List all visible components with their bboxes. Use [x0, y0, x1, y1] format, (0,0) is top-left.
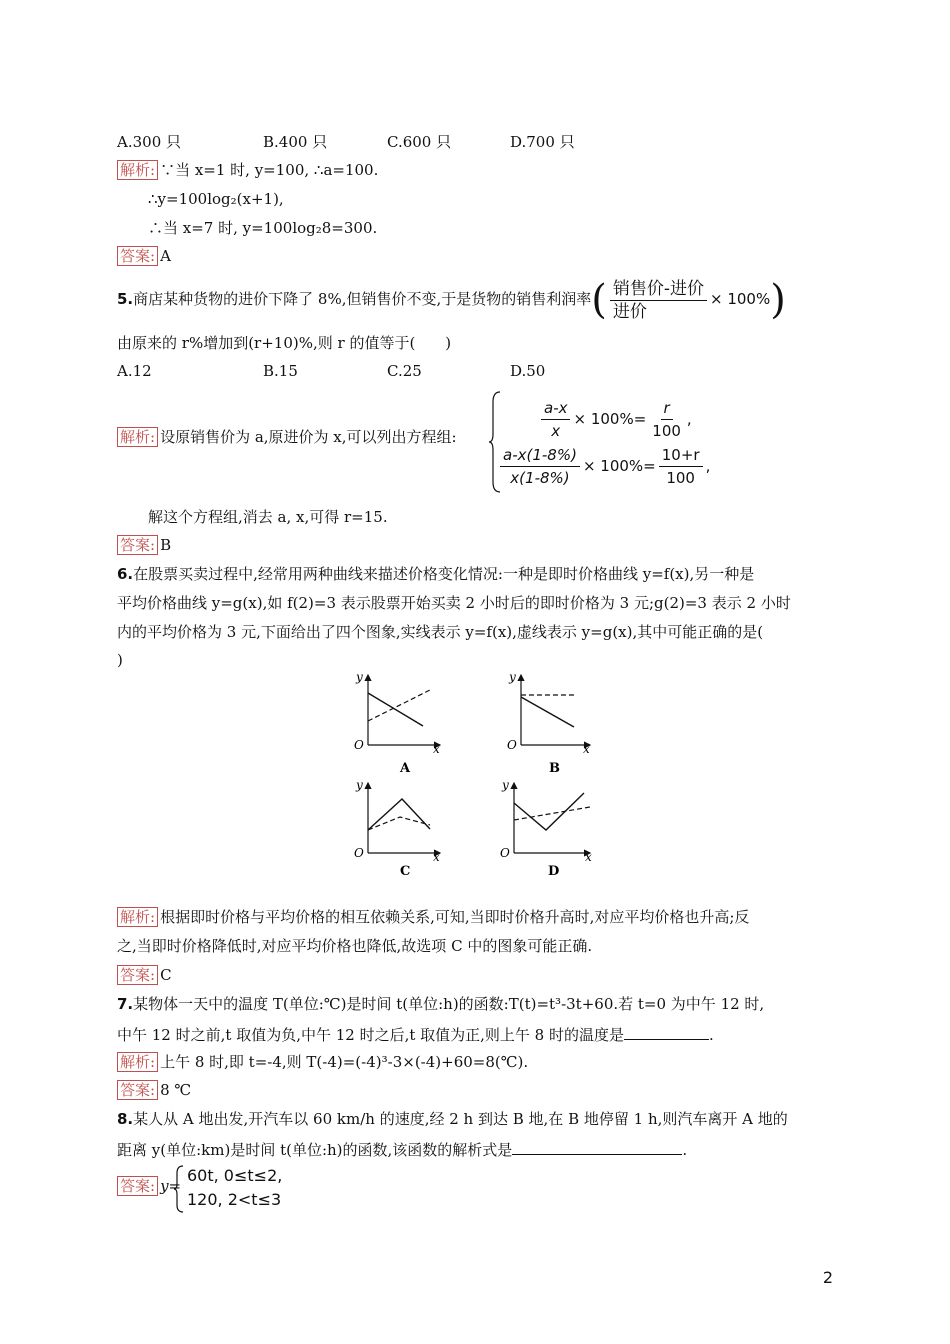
fraction-numerator: 销售价-进价 [610, 278, 707, 301]
graph-b-x-label: x [583, 742, 590, 756]
q7-stem-line-1 [117, 994, 764, 1014]
graph-c-origin: O [354, 846, 364, 860]
eq1-numerator: a-x [541, 397, 570, 420]
q6-number: 6. [117, 565, 134, 583]
q5-analysis [117, 427, 457, 447]
eq2-denominator: x(1-8%) [510, 469, 570, 487]
graph-c-y-label: y [356, 778, 363, 792]
graph-d-solid-line [514, 793, 584, 830]
q4-option-a: A.300 只 [117, 133, 181, 151]
graph-d-label: D [548, 864, 560, 879]
answer-tag: 答案: [117, 535, 158, 555]
q7-answer-value: 8 ℃ [160, 1081, 192, 1099]
q5-profit-fraction [610, 278, 707, 323]
graph-c [354, 778, 440, 879]
q7-stem-line-2 [117, 1023, 714, 1045]
q5-equation-2 [497, 443, 710, 489]
q5-fraction-tail: × 100% [710, 290, 771, 308]
q8-answer-prefix: y= [160, 1177, 182, 1195]
q7-blank-tail: . [709, 1026, 714, 1044]
q6-graphs [340, 665, 610, 885]
q4-analysis-line-3: ∴当 x=7 时, y=100log₂8=300. [148, 219, 378, 237]
q5-answer-value: B [160, 536, 172, 554]
graph-a-label: A [400, 761, 411, 776]
eq2-middle: × 100%= [582, 457, 656, 475]
q8-piece-2: 120, 2<t≤3 [187, 1190, 282, 1209]
graph-b-y-label: y [509, 670, 516, 684]
q6-analysis [117, 907, 749, 927]
analysis-tag: 解析: [117, 160, 158, 180]
eq1-left-fraction [541, 397, 570, 442]
q7-stem-text-1: 某物体一天中的温度 T(单位:℃)是时间 t(单位:h)的函数:T(t)=t³-3t+60.若 t=0 为中午 12 时, [133, 995, 765, 1013]
q4-answer-value: A [160, 247, 171, 265]
left-paren: ( [591, 277, 607, 323]
graph-b-origin: O [507, 738, 517, 752]
answer-tag: 答案: [117, 965, 158, 985]
graph-a-y-label: y [356, 670, 363, 684]
q5-stem-text: 商店某种货物的进价下降了 8%,但销售价不变,于是货物的销售利润率 [133, 290, 592, 308]
eq1-right-fraction [649, 397, 684, 442]
graph-a-dashed-line [368, 690, 430, 721]
q7-answer-blank [624, 1023, 709, 1040]
q5-equation-1 [538, 396, 692, 442]
q8-number: 8. [117, 1110, 134, 1128]
eq1-denominator: x [551, 422, 561, 440]
q8-stem-text-1: 某人从 A 地出发,开汽车以 60 km/h 的速度,经 2 h 到达 B 地,在 B 地停留 1 h,则汽车离开 A 地的 [133, 1110, 788, 1128]
q4-option-b: B.400 只 [263, 133, 328, 151]
q5-option-d: D.50 [510, 362, 546, 380]
eq1-comma: , [686, 410, 692, 428]
q4-analysis-line-1: ∵当 x=1 时, y=100, ∴a=100. [160, 161, 379, 179]
graph-b [507, 670, 590, 776]
right-paren: ) [770, 277, 786, 323]
q8-blank-tail: . [682, 1141, 688, 1159]
q4-option-c: C.600 只 [387, 133, 452, 151]
fraction-denominator: 进价 [612, 301, 647, 322]
q5-stem-line-2: 由原来的 r%增加到(r+10)%,则 r 的值等于( ) [117, 334, 452, 352]
graph-a-x-label: x [433, 742, 440, 756]
q7-analysis [117, 1052, 528, 1072]
analysis-tag: 解析: [117, 907, 158, 927]
analysis-tag: 解析: [117, 427, 158, 447]
analysis-tag: 解析: [117, 1052, 158, 1072]
piecewise-brace [173, 1164, 185, 1214]
graph-d-y-label: y [502, 778, 509, 792]
answer-tag: 答案: [117, 246, 158, 266]
q8-stem-text-2: 距离 y(单位:km)是时间 t(单位:h)的函数,该函数的解析式是 [117, 1141, 513, 1159]
q6-stem-text-1: 在股票买卖过程中,经常用两种曲线来描述价格变化情况:一种是即时价格曲线 y=f(x),另一种是 [133, 565, 755, 583]
eq2-left-fraction [500, 444, 580, 489]
eq2-right-fraction [659, 444, 703, 489]
q5-analysis-text: 设原销售价为 a,原进价为 x,可以列出方程组: [160, 428, 457, 446]
q5-solve-text: 解这个方程组,消去 a, x,可得 r=15. [148, 508, 388, 526]
answer-tag: 答案: [117, 1080, 158, 1100]
q5-option-b: B.15 [263, 362, 298, 380]
q6-analysis-line-2: 之,当即时价格降低时,对应平均价格也降低,故选项 C 中的图象可能正确. [117, 937, 593, 955]
eq2-right-numerator: 10+r [659, 444, 703, 467]
q5-number: 5. [117, 290, 134, 308]
q6-answer [117, 965, 172, 985]
eq1-right-denominator: 100 [652, 422, 681, 440]
graph-c-solid-line [368, 799, 430, 830]
eq2-right-denominator: 100 [666, 469, 695, 487]
q5-answer [117, 535, 171, 555]
q6-stem-line-4: ) [117, 651, 123, 669]
graph-d-x-label: x [585, 850, 592, 864]
graph-c-label: C [400, 864, 411, 879]
q8-answer [117, 1176, 181, 1196]
q7-analysis-text: 上午 8 时,即 t=-4,则 T(-4)=(-4)³-3×(-4)+60=8(℃). [160, 1053, 529, 1071]
graph-d-origin: O [500, 846, 510, 860]
graph-a-origin: O [354, 738, 364, 752]
q4-answer [117, 246, 171, 266]
page-number: 2 [822, 1268, 833, 1287]
graph-c-x-label: x [433, 850, 440, 864]
graph-a [354, 670, 440, 776]
eq1-right-numerator: r [661, 397, 673, 420]
q6-answer-value: C [160, 966, 172, 984]
q6-stem-line-2: 平均价格曲线 y=g(x),如 f(2)=3 表示股票开始买卖 2 小时后的即时价格为 3 元;g(2)=3 表示 2 小时 [117, 594, 791, 612]
q4-option-d: D.700 只 [510, 133, 575, 151]
q6-analysis-line-1: 根据即时价格与平均价格的相互依赖关系,可知,当即时价格升高时,对应平均价格也升高;反 [160, 908, 750, 926]
q6-stem-line-1 [117, 564, 754, 584]
q6-stem-line-3: 内的平均价格为 3 元,下面给出了四个图象,实线表示 y=f(x),虚线表示 y=g(x),其中可能正确的是( [117, 623, 764, 641]
q8-stem-line-1 [117, 1109, 788, 1129]
q5-option-c: C.25 [387, 362, 422, 380]
q8-answer-blank [512, 1138, 682, 1155]
answer-tag: 答案: [117, 1176, 158, 1196]
eq2-numerator: a-x(1-8%) [500, 444, 580, 467]
q4-analysis-line-2: ∴y=100log₂(x+1), [148, 190, 284, 208]
q7-number: 7. [117, 995, 134, 1013]
q5-stem-line-1 [117, 276, 786, 323]
eq1-middle: × 100%= [573, 410, 647, 428]
graph-b-label: B [549, 761, 560, 776]
q4-analysis [117, 160, 378, 180]
q8-piece-1: 60t, 0≤t≤2, [187, 1166, 283, 1185]
graph-b-solid-line [521, 697, 574, 727]
q7-stem-text-2: 中午 12 时之前,t 取值为负,中午 12 时之后,t 取值为正,则上午 8 时的温度是 [117, 1026, 624, 1044]
q8-stem-line-2 [117, 1138, 687, 1160]
graph-d [500, 778, 592, 879]
eq2-comma: , [705, 457, 711, 475]
q7-answer [117, 1080, 191, 1100]
q5-option-a: A.12 [117, 362, 152, 380]
